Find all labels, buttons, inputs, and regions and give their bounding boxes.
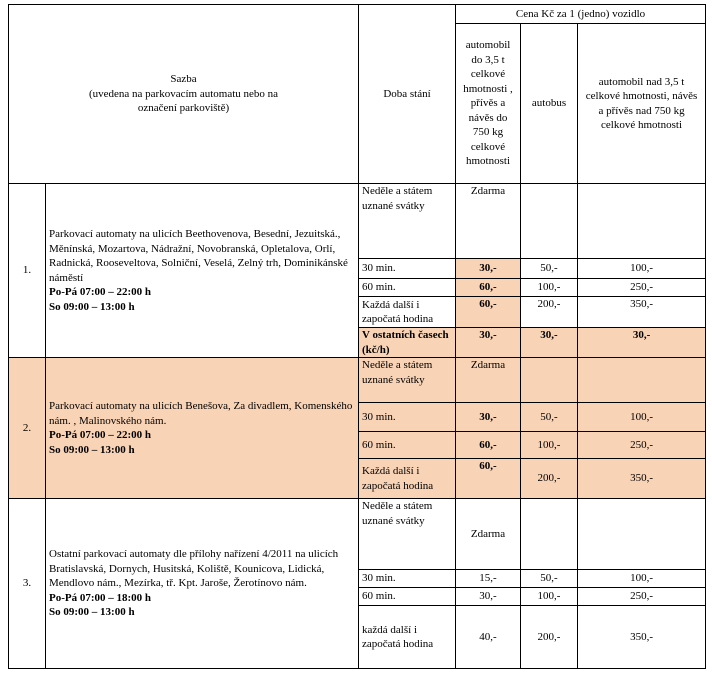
price-car: 60,- bbox=[456, 459, 521, 499]
duration-label: 30 min. bbox=[359, 403, 456, 432]
section-streets: Parkovací automaty na ulicích Beethovenova, Besední, Jezuitská., Měnínská, Mozartova, Nádražní, Novobranská, Opletalova, Orlí, Radnická, Rooseveltova, Solniční, Veselá, Zelný trh, Dominikánské náměstí bbox=[49, 228, 348, 284]
section-hours-saturday: So 09:00 – 13:00 h bbox=[49, 606, 135, 619]
parking-tariff-table bbox=[8, 4, 706, 669]
sazba-note: (uvedena na parkovacím automatu nebo na označení parkoviště) bbox=[88, 87, 279, 115]
price-heavy: 250,- bbox=[578, 279, 706, 297]
section-number: 1. bbox=[9, 184, 46, 358]
section-hours-weekday: Po-Pá 07:00 – 18:00 h bbox=[49, 591, 152, 604]
section-hours-saturday: So 09:00 – 13:00 h bbox=[49, 300, 135, 313]
price-bus: 100,- bbox=[521, 279, 578, 297]
price-car: 40,- bbox=[456, 606, 521, 669]
price-heavy: 30,- bbox=[578, 328, 706, 358]
duration-label: 60 min. bbox=[359, 432, 456, 459]
price-heavy: 350,- bbox=[578, 459, 706, 499]
price-heavy: 350,- bbox=[578, 297, 706, 328]
price-bus: 50,- bbox=[521, 570, 578, 588]
price-bus: 200,- bbox=[521, 459, 578, 499]
section-description bbox=[46, 184, 359, 358]
price-heavy bbox=[578, 358, 706, 403]
section-description bbox=[46, 499, 359, 669]
price-bus: 100,- bbox=[521, 588, 578, 606]
price-car: Zdarma bbox=[456, 184, 521, 259]
header-doba-stani: Doba stání bbox=[359, 5, 456, 184]
price-heavy: 250,- bbox=[578, 588, 706, 606]
price-bus bbox=[521, 499, 578, 570]
price-bus: 100,- bbox=[521, 432, 578, 459]
section-hours-weekday: Po-Pá 07:00 – 22:00 h bbox=[49, 429, 152, 441]
price-car: 30,- bbox=[456, 588, 521, 606]
price-heavy bbox=[578, 184, 706, 259]
column-header-heavy: automobil nad 3,5 t celkové hmotnosti, návěs a přívěs nad 750 kg celkové hmotnosti bbox=[578, 24, 706, 184]
duration-label: Neděle a státem uznané svátky bbox=[359, 499, 456, 570]
duration-label: každá další i započatá hodina bbox=[359, 606, 456, 669]
price-heavy bbox=[578, 499, 706, 570]
price-heavy: 100,- bbox=[578, 570, 706, 588]
price-car: 60,- bbox=[456, 432, 521, 459]
section-hours-saturday: So 09:00 – 13:00 h bbox=[49, 443, 135, 456]
price-car: 30,- bbox=[456, 403, 521, 432]
price-car: Zdarma bbox=[456, 499, 521, 570]
duration-label: Každá další i započatá hodina bbox=[359, 459, 456, 499]
price-bus: 50,- bbox=[521, 403, 578, 432]
duration-label: 30 min. bbox=[359, 259, 456, 279]
duration-label: 60 min. bbox=[359, 279, 456, 297]
price-car: 30,- bbox=[456, 259, 521, 279]
duration-label: Neděle a státem uznané svátky bbox=[359, 184, 456, 259]
duration-label: 30 min. bbox=[359, 570, 456, 588]
price-bus: 50,- bbox=[521, 259, 578, 279]
price-car: 60,- bbox=[456, 279, 521, 297]
section-streets: Parkovací automaty na ulicích Benešova, Za divadlem, Komenského nám. , Malinovského nám. bbox=[49, 400, 353, 427]
sazba-title: Sazba bbox=[170, 73, 197, 86]
section-streets: Ostatní parkovací automaty dle přílohy nařízení 4/2011 na ulicích Bratislavská, Dornych, Husitská, Koliště, Kounicova, Lidická, Mendlovo nám., Mezírka, tř. Kpt. Jaroše, Žerotínovo nám. bbox=[49, 548, 339, 590]
column-header-car: automobil do 3,5 t celkové hmotnosti , přívěs a návěs do 750 kg celkové hmotnosti bbox=[456, 24, 521, 184]
price-bus: 200,- bbox=[521, 606, 578, 669]
price-heavy: 100,- bbox=[578, 403, 706, 432]
duration-label: Neděle a státem uznané svátky bbox=[359, 358, 456, 403]
duration-label: 60 min. bbox=[359, 588, 456, 606]
price-car: 30,- bbox=[456, 328, 521, 358]
price-car: Zdarma bbox=[456, 358, 521, 403]
column-header-bus: autobus bbox=[521, 24, 578, 184]
price-heavy: 350,- bbox=[578, 606, 706, 669]
duration-label: Každá další i započatá hodina bbox=[359, 297, 456, 328]
price-bus bbox=[521, 184, 578, 259]
price-bus: 30,- bbox=[521, 328, 578, 358]
price-bus: 200,- bbox=[521, 297, 578, 328]
price-car: 15,- bbox=[456, 570, 521, 588]
section-number: 3. bbox=[9, 499, 46, 669]
header-sazba-cell bbox=[9, 5, 359, 184]
price-heavy: 250,- bbox=[578, 432, 706, 459]
duration-label: V ostatních časech (kč/h) bbox=[359, 328, 456, 358]
price-header: Cena Kč za 1 (jedno) vozidlo bbox=[456, 5, 706, 24]
price-bus bbox=[521, 358, 578, 403]
price-car: 60,- bbox=[456, 297, 521, 328]
section-description bbox=[46, 358, 359, 499]
price-heavy: 100,- bbox=[578, 259, 706, 279]
section-number: 2. bbox=[9, 358, 46, 499]
section-hours-weekday: Po-Pá 07:00 – 22:00 h bbox=[49, 286, 152, 298]
